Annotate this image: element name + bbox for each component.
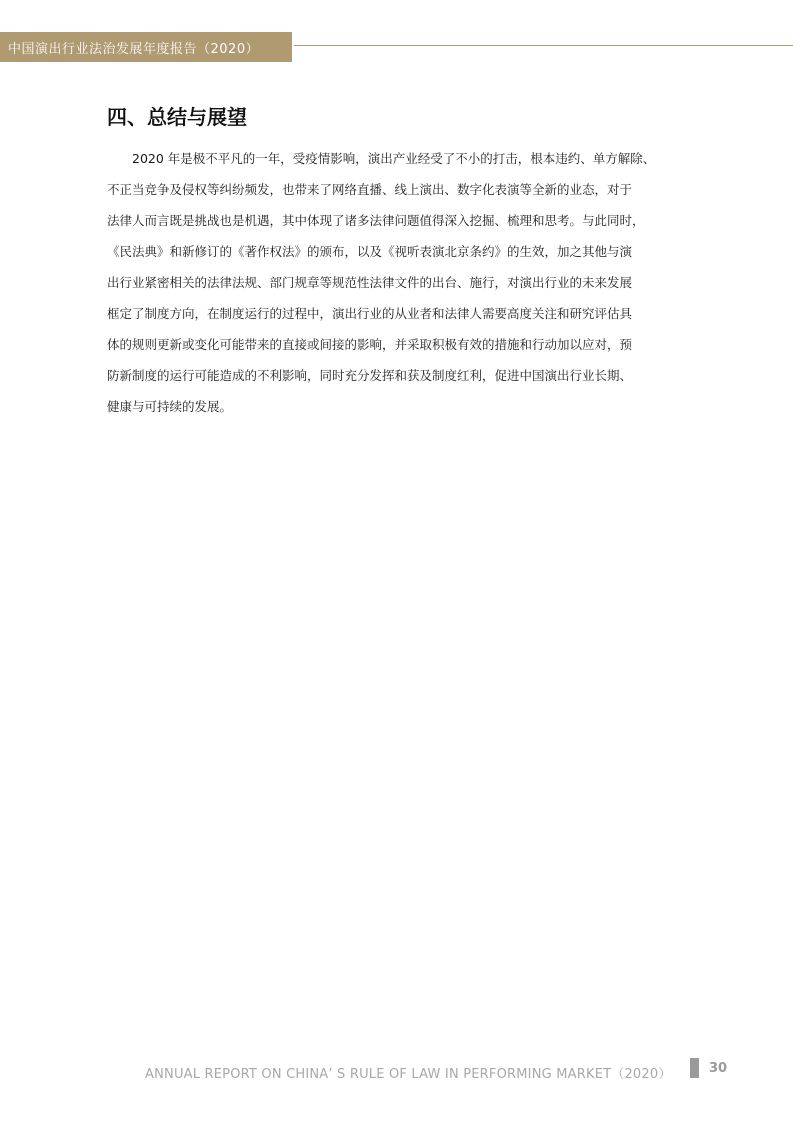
paragraph-line: 《民法典》和新修订的《著作权法》的颁布，以及《视听表演北京条约》的生效，加之其他与演 bbox=[107, 244, 633, 259]
paragraph-line: 体的规则更新或变化可能带来的直接或间接的影响，并采取积极有效的措施和行动加以应对，预 bbox=[107, 337, 633, 352]
paragraph-line: 2020 年是极不平凡的一年，受疫情影响，演出产业经受了不小的打击，根本违约、单方解除、 bbox=[107, 151, 656, 166]
paragraph-line: 防新制度的运行可能造成的不利影响，同时充分发挥和获及制度红利，促进中国演出行业长期、 bbox=[107, 368, 633, 383]
footer-bar bbox=[690, 1058, 699, 1078]
body-paragraph bbox=[107, 143, 689, 422]
paragraph-line: 法律人而言既是挑战也是机遇，其中体现了诸多法律问题值得深入挖掘、梳理和思考。与此同时， bbox=[107, 213, 645, 228]
paragraph-line: 出行业紧密相关的法律法规、部门规章等规范性法律文件的出台、施行，对演出行业的未来发展 bbox=[107, 275, 633, 290]
header-divider bbox=[294, 45, 793, 46]
paragraph-line: 框定了制度方向，在制度运行的过程中，演出行业的从业者和法律人需要高度关注和研究评估具 bbox=[107, 306, 633, 321]
paragraph-line: 健康与可持续的发展。 bbox=[107, 399, 233, 414]
section-heading: 四、总结与展望 bbox=[107, 105, 247, 129]
header-band bbox=[0, 32, 292, 62]
paragraph-line: 不正当竞争及侵权等纠纷频发，也带来了网络直播、线上演出、数字化表演等全新的业态，对于 bbox=[107, 182, 633, 197]
report-title: 中国演出行业法治发展年度报告（2020） bbox=[8, 41, 260, 57]
footer-report-title: ANNUAL REPORT ON CHINA’ S RULE OF LAW IN PERFORMING MARKET（2020） bbox=[145, 1067, 672, 1082]
page-number: 30 bbox=[709, 1061, 728, 1076]
